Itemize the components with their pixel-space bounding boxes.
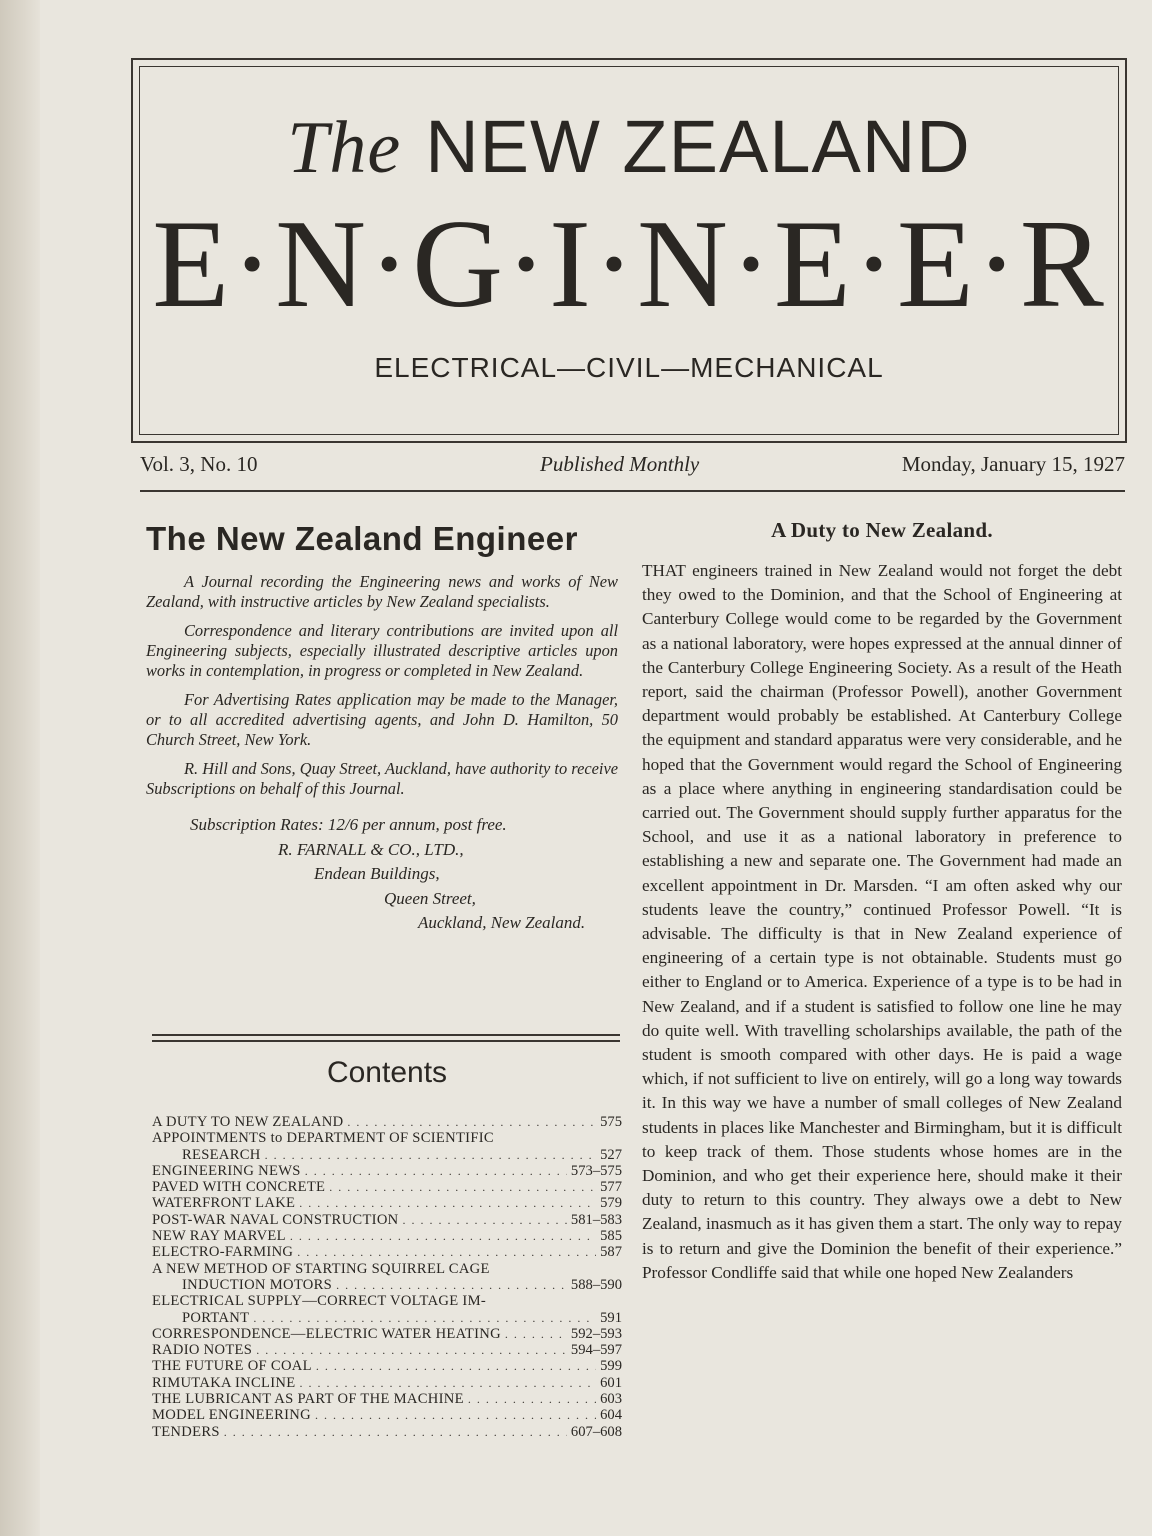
contents-entry-title: ELECTRO-FARMING [152, 1244, 294, 1261]
masthead-the: The [287, 107, 402, 189]
masthead-engineer: E·N·G·I·N·E·E·R [152, 195, 1106, 334]
article-column [642, 518, 1122, 1285]
masthead-subtitle: ELECTRICAL—CIVIL—MECHANICAL [374, 352, 884, 383]
publisher-name: R. FARNALL & CO., LTD., [278, 839, 464, 859]
publisher-building: Endean Buildings, [314, 864, 440, 883]
contents-entry-title: CORRESPONDENCE—ELECTRIC WATER HEATING [152, 1325, 501, 1342]
contents-entry [152, 1179, 622, 1195]
contents-entry [152, 1163, 622, 1179]
contents-entry-page: 604 [600, 1407, 622, 1424]
contents-list [152, 1114, 622, 1440]
contents-entry-title: POST-WAR NAVAL CONSTRUCTION [152, 1211, 399, 1228]
contents-entry-leader [256, 1342, 567, 1358]
contents-entry-leader [468, 1391, 596, 1407]
publisher-street: Queen Street, [384, 888, 476, 908]
article-title: A Duty to New Zealand. [771, 518, 993, 542]
contents-entry-page: 607–608 [570, 1423, 622, 1440]
contents-entry [152, 1228, 622, 1244]
contents-entry-leader [265, 1147, 596, 1163]
contents-entry [152, 1358, 622, 1374]
contents-entry [152, 1244, 622, 1260]
contents-entry-title: A NEW METHOD OF STARTING SQUIRREL CAGE [152, 1260, 490, 1277]
contents-entry-title: ENGINEERING NEWS [152, 1162, 301, 1179]
contents-entry [152, 1375, 622, 1391]
contents-entry-leader [253, 1310, 596, 1326]
journal-info-column [146, 520, 618, 936]
contents-entry-leader [299, 1195, 596, 1211]
intro-paragraph: Correspondence and literary contributions are invited upon all Engineering subjects, especially illustrated descriptive articles upon works in contemplation, in progress or completed in New Zealand. [146, 621, 618, 680]
contents-entry-leader [299, 1375, 596, 1391]
contents-entry-page: 587 [600, 1244, 622, 1261]
header-rule [140, 490, 1125, 492]
intro-paragraph: R. Hill and Sons, Quay Street, Auckland, have authority to receive Subscriptions on behalf of this Journal. [146, 759, 618, 798]
contents-entry-leader [505, 1326, 567, 1342]
contents-entry-title: ELECTRICAL SUPPLY—CORRECT VOLTAGE IM- [152, 1293, 487, 1310]
contents-entry-title: RESEARCH [182, 1146, 261, 1163]
contents-entry-leader [347, 1114, 596, 1130]
subscription-block [146, 813, 618, 936]
contents-entry-title: THE FUTURE OF COAL [152, 1358, 312, 1375]
page-binding-shadow [0, 0, 40, 1536]
contents-entry-leader [224, 1424, 567, 1440]
contents-entry-title: NEW RAY MARVEL [152, 1228, 286, 1245]
contents-entry [152, 1277, 622, 1293]
publisher-city: Auckland, New Zealand. [418, 913, 586, 932]
contents-entry-title: RIMUTAKA INCLINE [152, 1374, 296, 1391]
contents-entry-page: 588–590 [570, 1276, 622, 1293]
contents-entry-page: 527 [600, 1146, 622, 1163]
contents-entry-leader [305, 1163, 567, 1179]
contents-entry-leader [297, 1244, 596, 1260]
contents-entry [152, 1342, 622, 1358]
contents-entry-title: RADIO NOTES [152, 1342, 253, 1359]
contents-entry-page: 577 [600, 1179, 622, 1196]
contents-entry [152, 1310, 622, 1326]
contents-entry-title: PAVED WITH CONCRETE [152, 1179, 326, 1196]
contents-entry [152, 1195, 622, 1211]
contents-entry [152, 1391, 622, 1407]
contents-entry-title: A DUTY TO NEW ZEALAND [152, 1114, 344, 1130]
contents-entry-leader [329, 1179, 596, 1195]
contents-entry-page: 594–597 [570, 1342, 622, 1359]
issue-line [140, 450, 1125, 486]
contents-entry-leader [316, 1358, 596, 1374]
contents-entry [152, 1293, 622, 1309]
contents-divider [152, 1034, 620, 1042]
contents-entry [152, 1114, 622, 1130]
contents-entry [152, 1130, 622, 1146]
subscription-rates: Subscription Rates: 12/6 per annum, post free. [190, 815, 507, 834]
contents-entry-leader [290, 1228, 596, 1244]
contents-entry [152, 1212, 622, 1228]
contents-entry-page: 603 [600, 1391, 622, 1408]
journal-intro [146, 572, 618, 799]
contents-entry-page: 591 [600, 1309, 622, 1326]
contents-entry-leader [336, 1277, 567, 1293]
article-body: THAT engineers trained in New Zealand would not forget the debt they owed to the Dominion, and that the School of Engineering at Canterbury College would come to be regarded by the Government as a national laboratory, were hopes expressed at the annual dinner of the Canterbury College Engineering Society. As a result of the Heath report, said the chairman (Professor Powell), another Government department would probably be established. At Canterbury College the equipment and standard apparatus were very considerable, and he hoped that the Government would regard the School of Engineering as a place where anything in engineering standardisation could be carried out. The Government should supply further apparatus for the School, and use it as a national laboratory in preference to establishing a new and separate one. The Government had made an excellent appointment in Dr. Marsden. “I am often asked why our students leave the country,” continued Professor Powell. “It is advisable. The difficulty is that in New Zealand experience of engineering of a certain type is not obtainable. Students must go either to England or to America. Experience of a type is to be had in New Zealand, and if a student is satisfied to follow one line he may do quite well. With travelling scholarships available, the path of the student is smooth compared with other days. He is paid a wage which, if not sufficient to live on entirely, will go a long way towards it. In this way we have a number of small colleges of New Zealand students in places like Manchester and Birmingham, but it is difficult to keep track of them. Those students whose homes are in the Dominion, and who get their experience here, should make it their duty to return to this country. They always owe a debt to New Zealand, inasmuch as it has given them a start. The only way to repay is to return and give the Dominion the benefit of their experience.” Professor Condliffe said that while one hoped New Zealanders [642, 561, 1122, 1282]
contents-entry-page: 581–583 [570, 1211, 622, 1228]
contents-entry [152, 1147, 622, 1163]
contents-entry-page: 579 [600, 1195, 622, 1212]
issue-frequency: Published Monthly [540, 452, 700, 476]
issue-volume: Vol. 3, No. 10 [140, 452, 258, 476]
masthead-title [133, 105, 1125, 189]
contents-entry-title: PORTANT [182, 1309, 250, 1326]
contents-entry-page: 573–575 [570, 1162, 622, 1179]
contents-entry-leader [315, 1407, 596, 1423]
intro-paragraph: A Journal recording the Engineering news and works of New Zealand, with instructive articles by New Zealand specialists. [146, 572, 618, 611]
contents-entry-title: MODEL ENGINEERING [152, 1407, 311, 1424]
contents-entry-title: INDUCTION MOTORS [182, 1276, 333, 1293]
contents-entry-page: 585 [600, 1228, 622, 1245]
contents-entry-page: 599 [600, 1358, 622, 1375]
contents-entry [152, 1326, 622, 1342]
contents-entry-page: 601 [600, 1374, 622, 1391]
issue-date: Monday, January 15, 1927 [901, 452, 1125, 476]
journal-title: The New Zealand Engineer [146, 520, 578, 557]
contents-heading: Contents [326, 1056, 448, 1089]
masthead [131, 58, 1127, 443]
contents-entry-title: THE LUBRICANT AS PART OF THE MACHINE [152, 1391, 464, 1408]
contents-entry [152, 1407, 622, 1423]
contents-entry-title: WATERFRONT LAKE [152, 1195, 296, 1212]
intro-paragraph: For Advertising Rates application may be made to the Manager, or to all accredited advertising agents, and John D. Hamilton, 50 Church Street, New York. [146, 690, 618, 749]
contents-entry [152, 1261, 622, 1277]
contents-entry-leader [403, 1212, 567, 1228]
masthead-new-zealand: NEW ZEALAND [425, 105, 971, 188]
contents-entry-title: TENDERS [152, 1423, 220, 1440]
contents-entry-page: 575 [600, 1114, 622, 1130]
contents-entry [152, 1424, 622, 1440]
contents-entry-title: APPOINTMENTS to DEPARTMENT OF SCIENTIFIC [152, 1130, 494, 1147]
contents-entry-page: 592–593 [570, 1325, 622, 1342]
